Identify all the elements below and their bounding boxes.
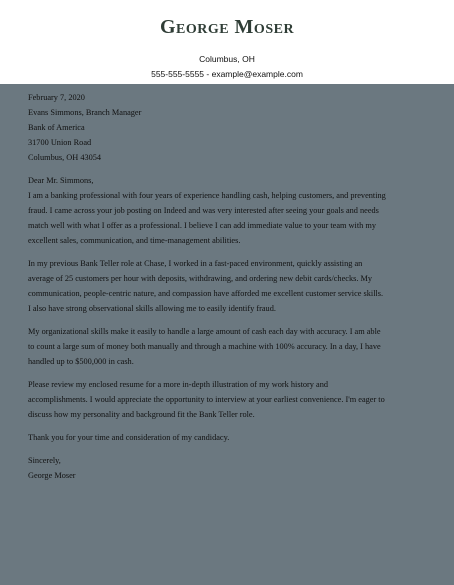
signature: George Moser [28, 471, 76, 480]
paragraph-line: I also have strong observational skills allowing me to easily identify fraud. [28, 304, 276, 313]
letter-date: February 7, 2020 [28, 93, 85, 102]
paragraph-line: fraud. I came across your job posting on Indeed and was very interested after seeing your goals and needs [28, 206, 379, 215]
recipient-line: Evans Simmons, Branch Manager [28, 108, 142, 117]
letterhead [0, 0, 454, 84]
contact-separator: - [204, 69, 212, 79]
paragraph-introduction [28, 188, 428, 248]
paragraph-line: Please review my enclosed resume for a more in-depth illustration of my work history and [28, 380, 328, 389]
paragraph-line: My organizational skills make it easily to handle a large amount of cash each day with accuracy. I am able [28, 327, 381, 336]
paragraph-line: discuss how my personality and background fit the Bank Teller role. [28, 410, 255, 419]
recipient-line: Bank of America [28, 123, 85, 132]
paragraph-thanks [28, 430, 428, 445]
salutation: Dear Mr. Simmons, [28, 176, 94, 185]
paragraph-experience [28, 256, 428, 316]
sender-name: George Moser [159, 16, 295, 38]
paragraph-line: communication, people-centric nature, and compassion have afforded me excellent customer service skills. [28, 289, 384, 298]
sender-contact [0, 69, 454, 79]
paragraph-skills [28, 324, 428, 369]
paragraph-line: accomplishments. I would appreciate the opportunity to interview at your earliest convenience. I'm eager to [28, 395, 385, 404]
sender-phone: 555-555-5555 [151, 69, 205, 79]
paragraph-line: I am a banking professional with four years of experience handling cash, helping customers, and preventing [28, 191, 386, 200]
letter-body [28, 90, 428, 483]
paragraph-line: In my previous Bank Teller role at Chase, I worked in a fast-paced environment, quickly assisting an [28, 259, 363, 268]
recipient-line: Columbus, OH 43054 [28, 153, 102, 162]
sender-city: Columbus, OH [199, 54, 255, 64]
paragraph-line: excellent sales, communication, and time-management abilities. [28, 236, 241, 245]
paragraph-line: handled up to $500,000 in cash. [28, 357, 134, 366]
paragraph-request [28, 377, 428, 422]
closing: Sincerely, [28, 456, 61, 465]
recipient-address [28, 105, 428, 165]
paragraph-line: match well with what I offer as a professional. I believe I can add immediate value to your team with my [28, 221, 376, 230]
paragraph-line: average of 25 customers per hour with deposits, withdrawing, and ordering new debit cards/checks. My [28, 274, 372, 283]
sender-email: example@example.com [211, 69, 303, 79]
paragraph-line: to count a large sum of money both manually and through a machine with 100% accuracy. In a day, I have [28, 342, 381, 351]
paragraph-line: Thank you for your time and consideration of my candidacy. [28, 433, 230, 442]
recipient-line: 31700 Union Road [28, 138, 92, 147]
